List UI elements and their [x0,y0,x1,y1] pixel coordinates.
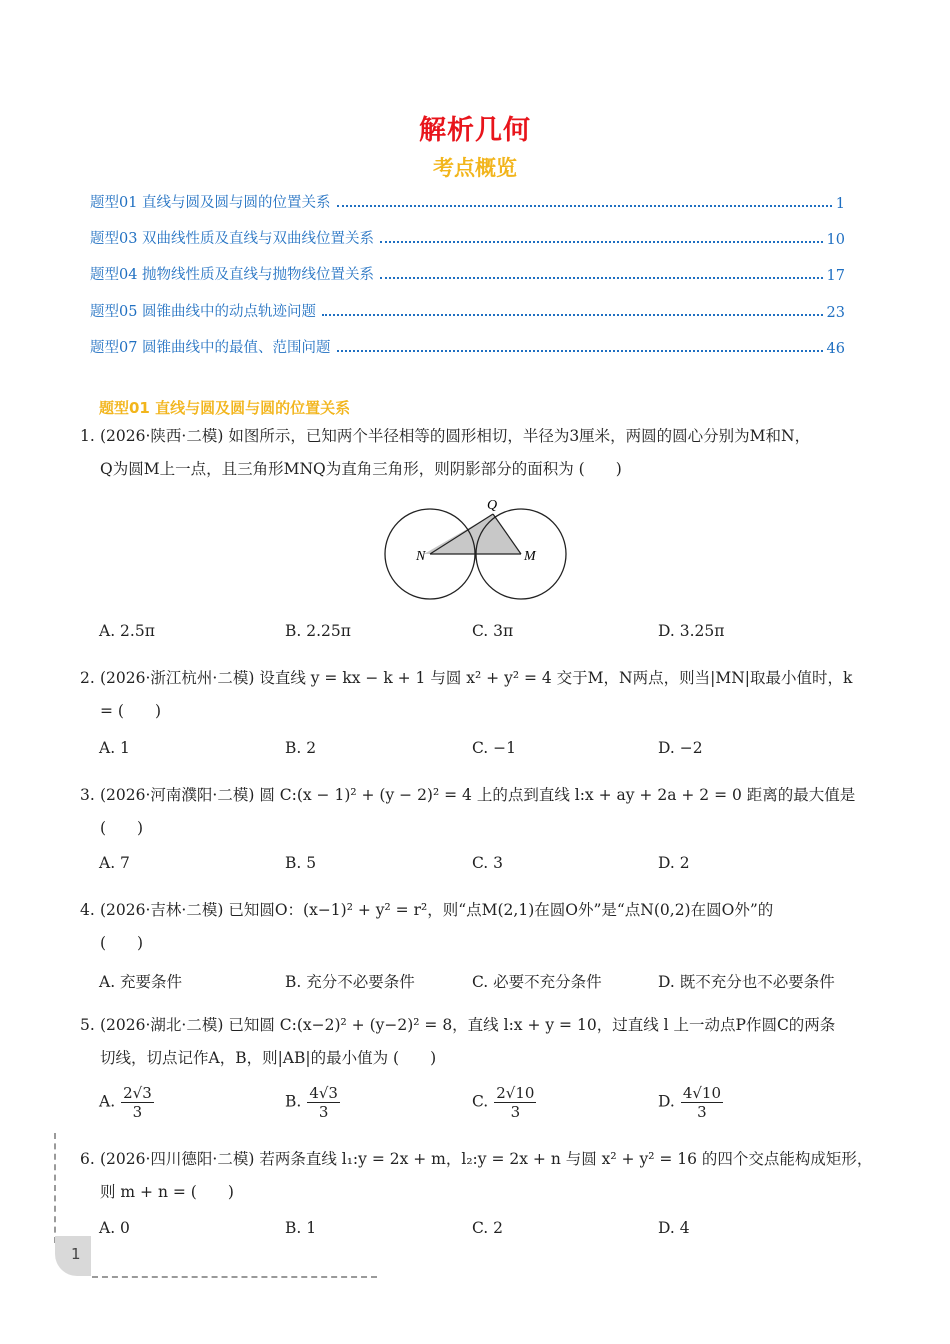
question-6-options [99,1219,859,1249]
fraction [494,1084,536,1121]
toc-entry-page: 10 [826,232,845,248]
question-3 [80,779,880,845]
question-number: 5. [80,1016,95,1034]
question-4 [80,894,880,960]
toc-leader-dots [337,349,823,352]
numerator: 2√10 [496,1084,535,1102]
option-b[interactable]: B. 充分不必要条件 [285,973,415,991]
document-subtitle: 考点概览 [433,156,517,180]
option-b[interactable] [285,1084,340,1121]
toc-leader-dots [380,276,822,279]
question-6 [80,1143,880,1209]
question-1 [80,420,880,486]
denominator: 3 [132,1103,143,1121]
option-c[interactable]: C. 3π [472,622,514,640]
question-number: 1. [80,427,95,445]
question-number: 2. [80,669,95,687]
option-d[interactable]: D. 4 [658,1219,690,1237]
question-4-options [99,970,859,1000]
toc-entry[interactable] [90,299,845,321]
option-letter: B. [285,1092,302,1111]
question-5 [80,1009,880,1075]
toc-leader-dots [380,240,822,243]
option-b[interactable]: B. 2 [285,739,317,757]
option-b[interactable]: B. 5 [285,854,317,872]
option-d[interactable]: D. 3.25π [658,622,725,640]
question-text-line1: (2026·河南濮阳·二模) 圆 C:(x − 1)² + (y − 2)² = 4 上的点到直线 l:x + ay + 2a + 2 = 0 距离的最大值是 [100,786,856,804]
toc-entry-page: 1 [835,196,845,212]
question-number: 3. [80,786,95,804]
option-a[interactable]: A. 2.5π [99,622,155,640]
document-title: 解析几何 [419,115,531,146]
question-3-options [99,854,859,884]
denominator: 3 [510,1103,521,1121]
option-c[interactable]: C. 必要不充分条件 [472,973,602,991]
question-text-line1: (2026·吉林·二模) 已知圆O：(x−1)² + y² = r²，则“点M(2,1)在圆O外”是“点N(0,2)在圆O外”的 [100,901,774,919]
question-text-line1: (2026·浙江杭州·二模) 设直线 y = kx − k + 1 与圆 x² + y² = 4 交于M，N两点，则当|MN|取最小值时，k [100,669,853,687]
toc-entry[interactable] [90,226,845,248]
option-d[interactable]: D. −2 [658,739,703,757]
option-a[interactable]: A. 0 [99,1219,130,1237]
question-text-line2: 切线，切点记作A，B，则|AB|的最小值为 ( ) [100,1049,437,1067]
footer-dashed-vertical [54,1133,56,1243]
question-5-options [99,1084,859,1124]
question-text-line2: ( ) [100,819,144,837]
question-2-options [99,739,859,769]
option-a[interactable]: A. 7 [99,854,130,872]
question-number: 4. [80,901,95,919]
label-q: Q [487,498,498,513]
toc-entry-label: 题型01 直线与圆及圆与圆的位置关系 [90,195,331,211]
option-c[interactable] [472,1084,536,1121]
fraction [681,1084,723,1121]
denominator: 3 [697,1103,707,1121]
option-letter: A. [99,1092,116,1111]
option-c[interactable]: C. −1 [472,739,517,757]
question-text-line1: (2026·四川德阳·二模) 若两条直线 l₁:y = 2x + m，l₂:y = 2x + n 与圆 x² + y² = 16 的四个交点能构成矩形， [100,1150,873,1168]
toc-entry[interactable] [90,335,845,357]
section-heading: 题型01 直线与圆及圆与圆的位置关系 [99,399,351,417]
numerator: 2√3 [123,1084,152,1102]
question-1-options [99,622,859,652]
footer-dashed-horizontal [92,1276,377,1278]
option-letter: C. [472,1092,489,1111]
question-number: 6. [80,1150,95,1168]
toc-entry[interactable] [90,190,845,212]
toc-entry-page: 46 [826,341,845,357]
option-d[interactable]: D. 既不充分也不必要条件 [658,973,835,991]
toc-entry-page: 23 [826,305,845,321]
toc-leader-dots [322,313,822,316]
question-text-line1: (2026·陕西·二模) 如图所示，已知两个半径相等的圆形相切，半径为3厘米，两圆的圆心分别为M和N， [100,427,811,445]
toc-entry-label: 题型07 圆锥曲线中的最值、范围问题 [90,340,331,356]
toc-entry-label: 题型04 抛物线性质及直线与抛物线位置关系 [90,267,375,283]
question-text-line1: (2026·湖北·二模) 已知圆 C:(x−2)² + (y−2)² = 8，直线 l:x + y = 10，过直线 l 上一动点P作圆C的两条 [100,1016,836,1034]
option-a[interactable]: A. 充要条件 [99,973,183,991]
numerator: 4√3 [309,1084,338,1102]
option-b[interactable]: B. 1 [285,1219,317,1237]
toc-entry-label: 题型03 双曲线性质及直线与双曲线位置关系 [90,231,375,247]
question-2 [80,662,880,728]
option-b[interactable]: B. 2.25π [285,622,351,640]
question-text-line2: 则 m + n = ( ) [100,1183,234,1201]
option-d[interactable]: D. 2 [658,854,690,872]
option-c[interactable]: C. 2 [472,1219,504,1237]
label-n: N [416,549,426,564]
question-text-line2: = ( ) [100,702,162,720]
question-text-line2: ( ) [100,934,144,952]
toc-entry-label: 题型05 圆锥曲线中的动点轨迹问题 [90,304,317,320]
option-letter: D. [658,1092,675,1111]
fraction [307,1084,340,1121]
denominator: 3 [318,1103,329,1121]
option-a[interactable]: A. 1 [99,739,130,757]
toc-entry-page: 17 [826,268,845,284]
option-d[interactable] [658,1084,723,1121]
option-c[interactable]: C. 3 [472,854,504,872]
label-m: M [524,549,536,564]
toc-entry[interactable] [90,262,845,284]
page-number: 1 [71,1245,81,1263]
toc-leader-dots [337,204,832,207]
tangent-circles-figure [380,490,580,610]
numerator: 4√10 [682,1084,722,1102]
question-text-line2: Q为圆M上一点，且三角形MNQ为直角三角形，则阴影部分的面积为 ( ) [100,460,622,478]
fraction [121,1084,154,1121]
option-a[interactable] [99,1084,154,1121]
